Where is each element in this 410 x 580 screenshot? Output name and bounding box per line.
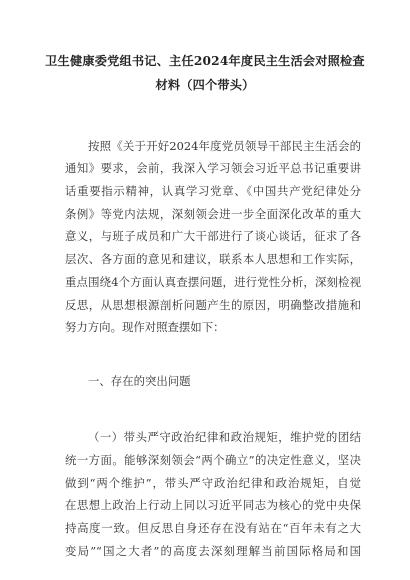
point-line-3: 做到“两个维护”，带头严守政治纪律和政治规矩，自觉	[65, 476, 361, 490]
intro-line-3: 话重要指示精神，认真学习党章、《中国共产党纪律处分	[65, 184, 361, 198]
intro-line-8: 反思，从思想根源剖析问题产生的原因，明确整改措施和	[65, 298, 361, 312]
point-line-1: （一）带头严守政治纪律和政治规矩，维护党的团结	[88, 430, 361, 444]
intro-line-5: 意义，与班子成员和广大干部进行了谈心谈话，征求了各	[65, 229, 361, 243]
intro-line-6: 层次、各方面的意见和建议，联系本人思想和工作实际，	[65, 252, 361, 266]
intro-line-1: 按照《关于开好2024年度党员领导干部民主生活会的	[88, 139, 361, 153]
point-line-2: 统一方面。能够深刻领会“两个确立”的决定性意义，坚决	[65, 453, 361, 467]
point-line-5: 持高度一致。但反思自身还存在没有站在“百年未有之大	[65, 521, 361, 535]
intro-line-2: 通知》要求，会前，我深入学习领会习近平总书记重要讲	[65, 161, 361, 175]
intro-line-4: 条例》等党内法规，深刻领会进一步全面深化改革的重大	[65, 207, 361, 221]
section-heading: 一、存在的突出问题	[88, 374, 191, 388]
intro-line-9: 努力方向。现作对照查摆如下：	[65, 320, 225, 334]
document-title-line-2: 材料（四个带头）	[155, 78, 255, 92]
document-title-line-1: 卫生健康委党组书记、主任2024年度民主生活会对照检查	[45, 54, 365, 68]
point-line-4: 在思想上政治上行动上同以习近平同志为核心的党中央保	[65, 498, 361, 512]
point-line-6: 变局”“国之大者”的高度去深刻理解当前国际格局和国	[65, 544, 361, 558]
intro-line-7: 重点围绕4个方面认真查摆问题，进行党性分析，深刻检视	[65, 275, 361, 289]
